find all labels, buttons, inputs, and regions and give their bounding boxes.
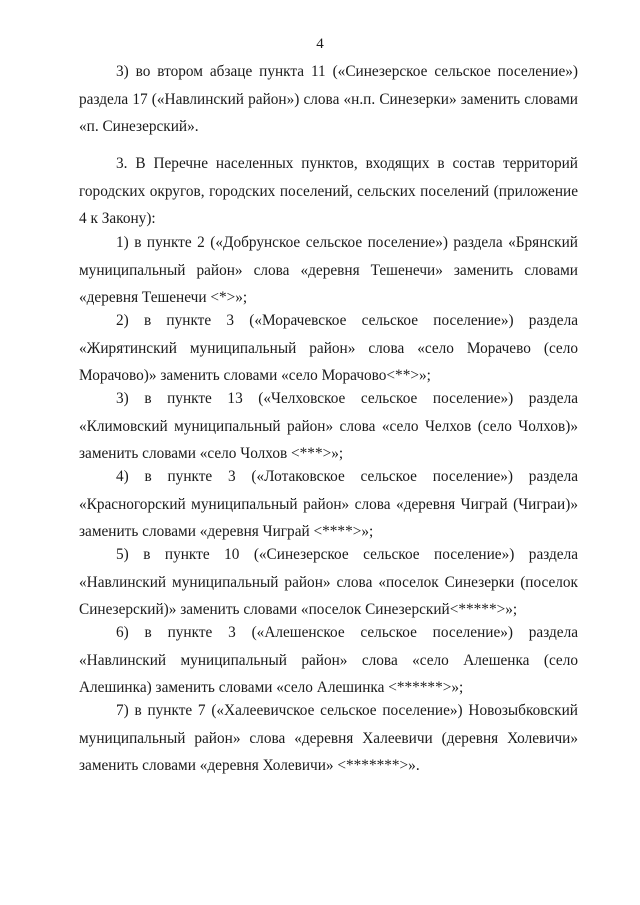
paragraph-item-7: 7) в пункте 7 («Халеевичское сельское поселение») Новозыбковский муниципальный район» слова «деревня Халеевичи (деревня Холевичи» заменить словами «деревня Холевичи» <*******>». bbox=[79, 702, 578, 774]
paragraph-section-3-intro: 3. В Перечне населенных пунктов, входящих в состав территорий городских округов, городских поселений, сельских поселений (приложение 4 к Закону): bbox=[79, 155, 578, 227]
page-number: 4 bbox=[316, 36, 324, 52]
paragraph-item-6: 6) в пункте 3 («Алешенское сельское поселение») раздела «Навлинский муниципальный район» слова «село Алешенка (село Алешинка) заменить словами «село Алешинка <******>»; bbox=[79, 624, 578, 696]
paragraph-item-5: 5) в пункте 10 («Синезерское сельское поселение») раздела «Навлинский муниципальный район» слова «поселок Синезерки (поселок Синезерский)» заменить словами «поселок Синезерский<*****>»; bbox=[79, 546, 578, 618]
paragraph-item-3: 3) в пункте 13 («Челховское сельское поселение») раздела «Климовский муниципальный район» слова «село Челхов (село Чолхов)» заменить словами «село Чолхов <***>»; bbox=[79, 390, 578, 462]
paragraph-item-4: 4) в пункте 3 («Лотаковское сельское поселение») раздела «Красногорский муниципальный район» слова «деревня Чиграй (Чиграи)» заменить словами «деревня Чиграй <****>»; bbox=[79, 468, 578, 540]
paragraph-item-2: 2) в пункте 3 («Морачевское сельское поселение») раздела «Жирятинский муниципальный район» слова «село Морачево (село Морачово)» заменить словами «село Морачово<**>»; bbox=[79, 312, 578, 384]
paragraph-amendment-3: 3) во втором абзаце пункта 11 («Синезерское сельское поселение») раздела 17 («Навлинский район») слова «н.п. Синезерки» заменить словами «п. Синезерский». bbox=[79, 63, 578, 135]
paragraph-item-1: 1) в пункте 2 («Добрунское сельское поселение») раздела «Брянский муниципальный район» слова «деревня Тешенечи» заменить словами «деревня Тешенечи <*>»; bbox=[79, 234, 578, 306]
